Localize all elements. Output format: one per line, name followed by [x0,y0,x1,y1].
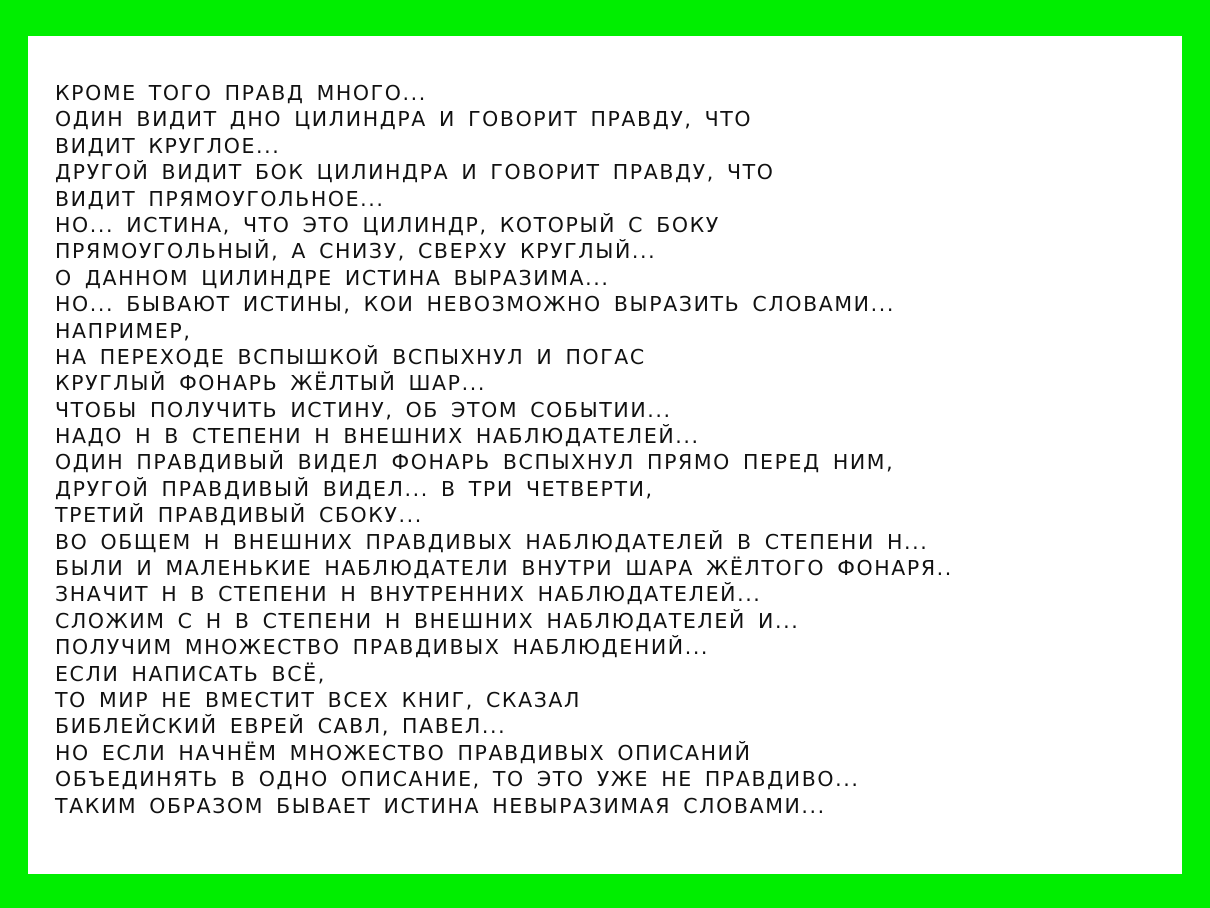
text-line-15: ОДИН ПРАВДИВЫЙ ВИДЕЛ ФОНАРЬ ВСПЫХНУЛ ПРЯМО ПЕРЕД НИМ, [55,450,895,475]
text-line-7: ПРЯМОУГОЛЬНЫЙ, А СНИЗУ, СВЕРХУ КРУГЛЫЙ... [55,239,657,264]
text-line-23: ЕСЛИ НАПИСАТЬ ВСЁ, [55,661,326,686]
text-line-21: СЛОЖИМ С Н В СТЕПЕНИ Н ВНЕШНИХ НАБЛЮДАТЕЛЕЙ И... [55,608,800,633]
text-line-8: О ДАННОМ ЦИЛИНДРЕ ИСТИНА ВЫРАЗИМА... [55,265,610,290]
text-line-16: ДРУГОЙ ПРАВДИВЫЙ ВИДЕЛ... В ТРИ ЧЕТВЕРТИ, [55,476,654,501]
text-line-4: ДРУГОЙ ВИДИТ БОК ЦИЛИНДРА И ГОВОРИТ ПРАВДУ, ЧТО [55,160,775,185]
text-line-27: ОБЪЕДИНЯТЬ В ОДНО ОПИСАНИЕ, ТО ЭТО УЖЕ НЕ ПРАВДИВО... [55,767,860,792]
text-line-19: БЫЛИ И МАЛЕНЬКИЕ НАБЛЮДАТЕЛИ ВНУТРИ ШАРА ЖЁЛТОГО ФОНАРЯ.. [55,556,953,581]
text-line-3: ВИДИТ КРУГЛОЕ... [55,133,281,158]
text-panel [28,36,1182,874]
text-line-14: НАДО Н В СТЕПЕНИ Н ВНЕШНИХ НАБЛЮДАТЕЛЕЙ... [55,424,700,449]
text-line-28: ТАКИМ ОБРАЗОМ БЫВАЕТ ИСТИНА НЕВЫРАЗИМАЯ СЛОВАМИ... [55,793,826,818]
text-line-13: ЧТОБЫ ПОЛУЧИТЬ ИСТИНУ, ОБ ЭТОМ СОБЫТИИ... [55,397,672,422]
text-line-18: ВО ОБЩЕМ Н ВНЕШНИХ ПРАВДИВЫХ НАБЛЮДАТЕЛЕЙ В СТЕПЕНИ Н... [55,529,929,554]
text-line-22: ПОЛУЧИМ МНОЖЕСТВО ПРАВДИВЫХ НАБЛЮДЕНИЙ... [55,635,710,660]
text-line-9: НО... БЫВАЮТ ИСТИНЫ, КОИ НЕВОЗМОЖНО ВЫРАЗИТЬ СЛОВАМИ... [55,292,895,317]
text-line-1: КРОМЕ ТОГО ПРАВД МНОГО... [55,81,427,105]
text-line-24: ТО МИР НЕ ВМЕСТИТ ВСЕХ КНИГ, СКАЗАЛ [55,687,582,712]
text-line-10: НАПРИМЕР, [55,318,192,343]
text-line-17: ТРЕТИЙ ПРАВДИВЫЙ СБОКУ... [55,503,423,528]
text-line-11: НА ПЕРЕХОДЕ ВСПЫШКОЙ ВСПЫХНУЛ И ПОГАС [55,344,646,369]
text-line-6: НО... ИСТИНА, ЧТО ЭТО ЦИЛИНДР, КОТОРЫЙ С БОКУ [55,212,720,237]
text-line-25: БИБЛЕЙСКИЙ ЕВРЕЙ САВЛ, ПАВЕЛ... [55,714,507,739]
text-line-12: КРУГЛЫЙ ФОНАРЬ ЖЁЛТЫЙ ШАР... [55,371,486,396]
text-block [55,80,1175,819]
text-line-5: ВИДИТ ПРЯМОУГОЛЬНОЕ... [55,186,385,211]
text-line-2: ОДИН ВИДИТ ДНО ЦИЛИНДРА И ГОВОРИТ ПРАВДУ, ЧТО [55,107,753,132]
text-line-20: ЗНАЧИТ Н В СТЕПЕНИ Н ВНУТРЕННИХ НАБЛЮДАТЕЛЕЙ... [55,582,762,607]
text-line-26: НО ЕСЛИ НАЧНЁМ МНОЖЕСТВО ПРАВДИВЫХ ОПИСАНИЙ [55,740,752,765]
